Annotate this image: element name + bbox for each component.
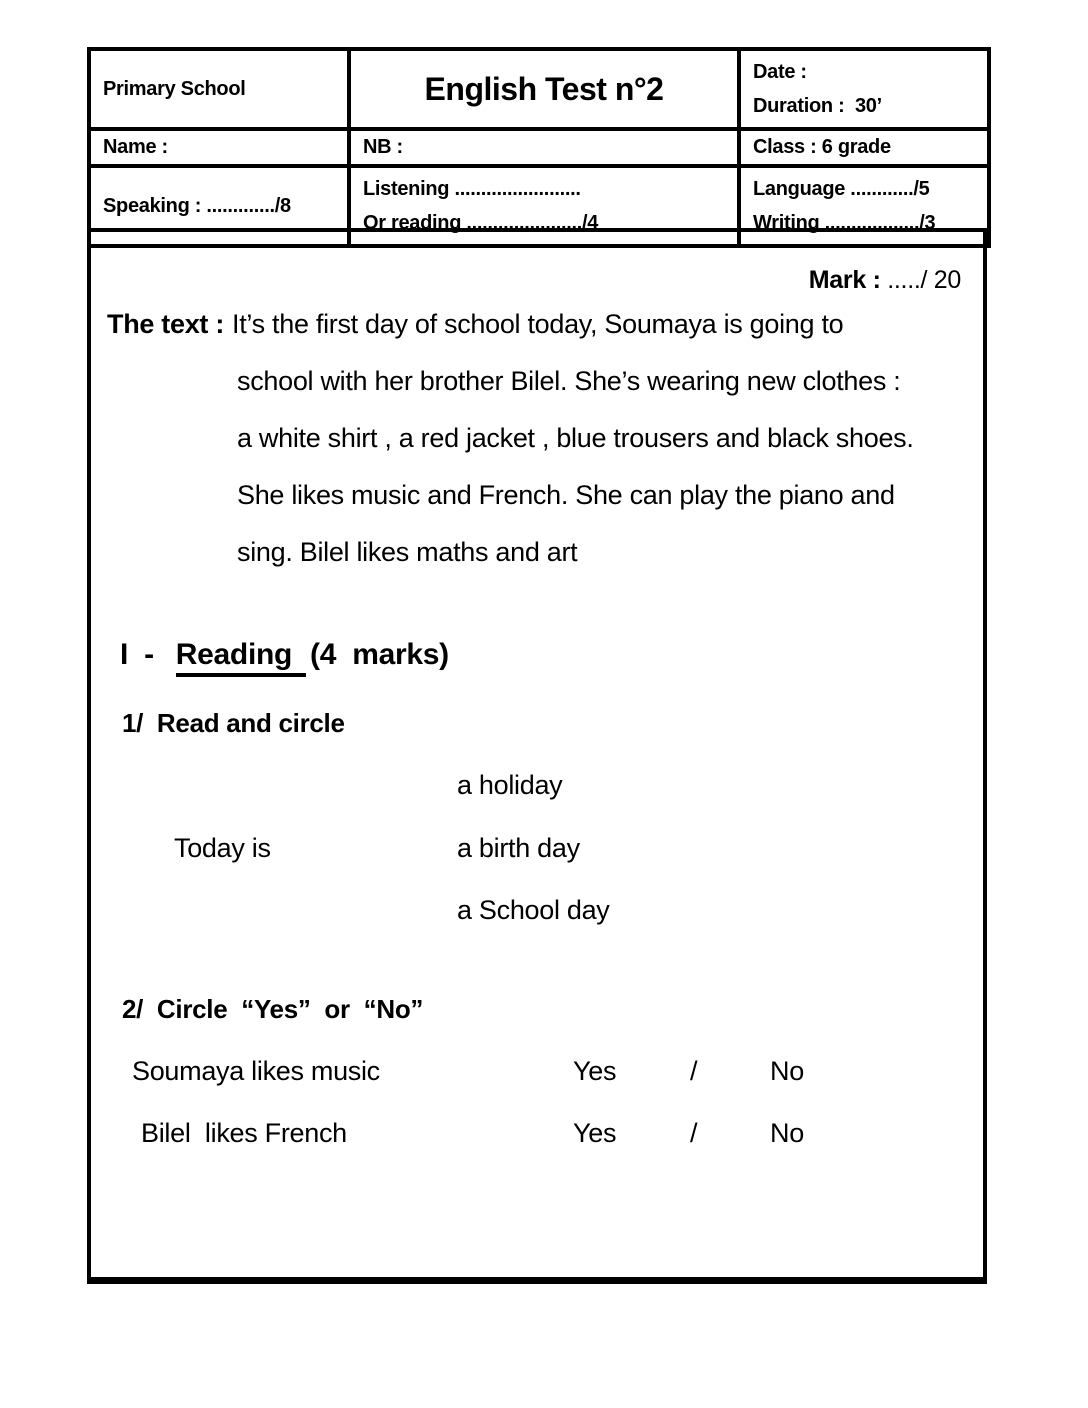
q2-statement: Soumaya likes music — [132, 1056, 380, 1086]
q2-statement: Bilel likes French — [141, 1118, 347, 1148]
reading-text-paragraph — [91, 296, 977, 581]
mark-label: Mark : — [808, 266, 881, 294]
text-line: sing. Bilel likes maths and art — [237, 537, 578, 567]
section-reading-heading — [120, 638, 449, 672]
q1-option-birthday: a birth day — [457, 833, 580, 863]
text-line: school with her brother Bilel. She’s wearing new clothes : — [237, 366, 901, 396]
yes-option: Yes — [573, 1118, 617, 1148]
text-label: The text : — [107, 309, 225, 339]
text-line: She likes music and French. She can play the piano and — [237, 480, 895, 510]
section-marks: (4 marks) — [310, 638, 449, 671]
writing-label: Writing ................../3 — [753, 212, 936, 234]
nb-cell — [349, 129, 739, 166]
duration-label: Duration : 30’ — [753, 95, 882, 117]
test-title: English Test n°2 — [424, 70, 664, 107]
q2-row-soumaya — [91, 1056, 983, 1096]
speaking-label: Speaking : ............./8 — [103, 194, 291, 217]
class-label: Class : 6 grade — [753, 136, 891, 158]
question-1-label: 1/ Read and circle — [122, 708, 345, 738]
mark-value: ...../ 20 — [887, 266, 961, 294]
header-table — [87, 47, 991, 248]
section-numeral: I - — [120, 638, 154, 671]
title-cell — [349, 49, 739, 129]
question-2-label: 2/ Circle “Yes” or “No” — [122, 994, 424, 1024]
school-name: Primary School — [103, 77, 246, 100]
or-reading-label: Or reading ....................../4 — [363, 212, 599, 234]
text-line: a white shirt , a red jacket , blue trousers and black shoes. — [237, 423, 914, 453]
nb-label: NB : — [363, 136, 403, 158]
language-label: Language ............/5 — [753, 178, 930, 200]
listening-label: Listening ........................ — [363, 178, 581, 200]
class-cell — [739, 129, 989, 166]
text-line-content: It’s the first day of school today, Soumaya is going to — [232, 309, 844, 339]
slash-separator: / — [690, 1118, 698, 1148]
section-title: Reading — [176, 638, 306, 677]
no-option: No — [770, 1118, 804, 1148]
mark-line — [809, 266, 961, 295]
q1-stem: Today is — [174, 833, 271, 863]
yes-option: Yes — [573, 1056, 617, 1086]
date-label: Date : — [753, 61, 807, 83]
q1-option-holiday: a holiday — [457, 770, 563, 800]
text-line — [91, 296, 977, 353]
no-option: No — [770, 1056, 804, 1086]
q2-row-bilel — [91, 1118, 983, 1158]
slash-separator: / — [690, 1056, 698, 1086]
school-cell — [89, 49, 349, 129]
name-cell — [89, 129, 349, 166]
q1-option-schoolday: a School day — [457, 895, 610, 925]
name-label: Name : — [103, 136, 168, 158]
date-duration-cell — [739, 49, 989, 129]
content-box — [87, 228, 987, 1284]
